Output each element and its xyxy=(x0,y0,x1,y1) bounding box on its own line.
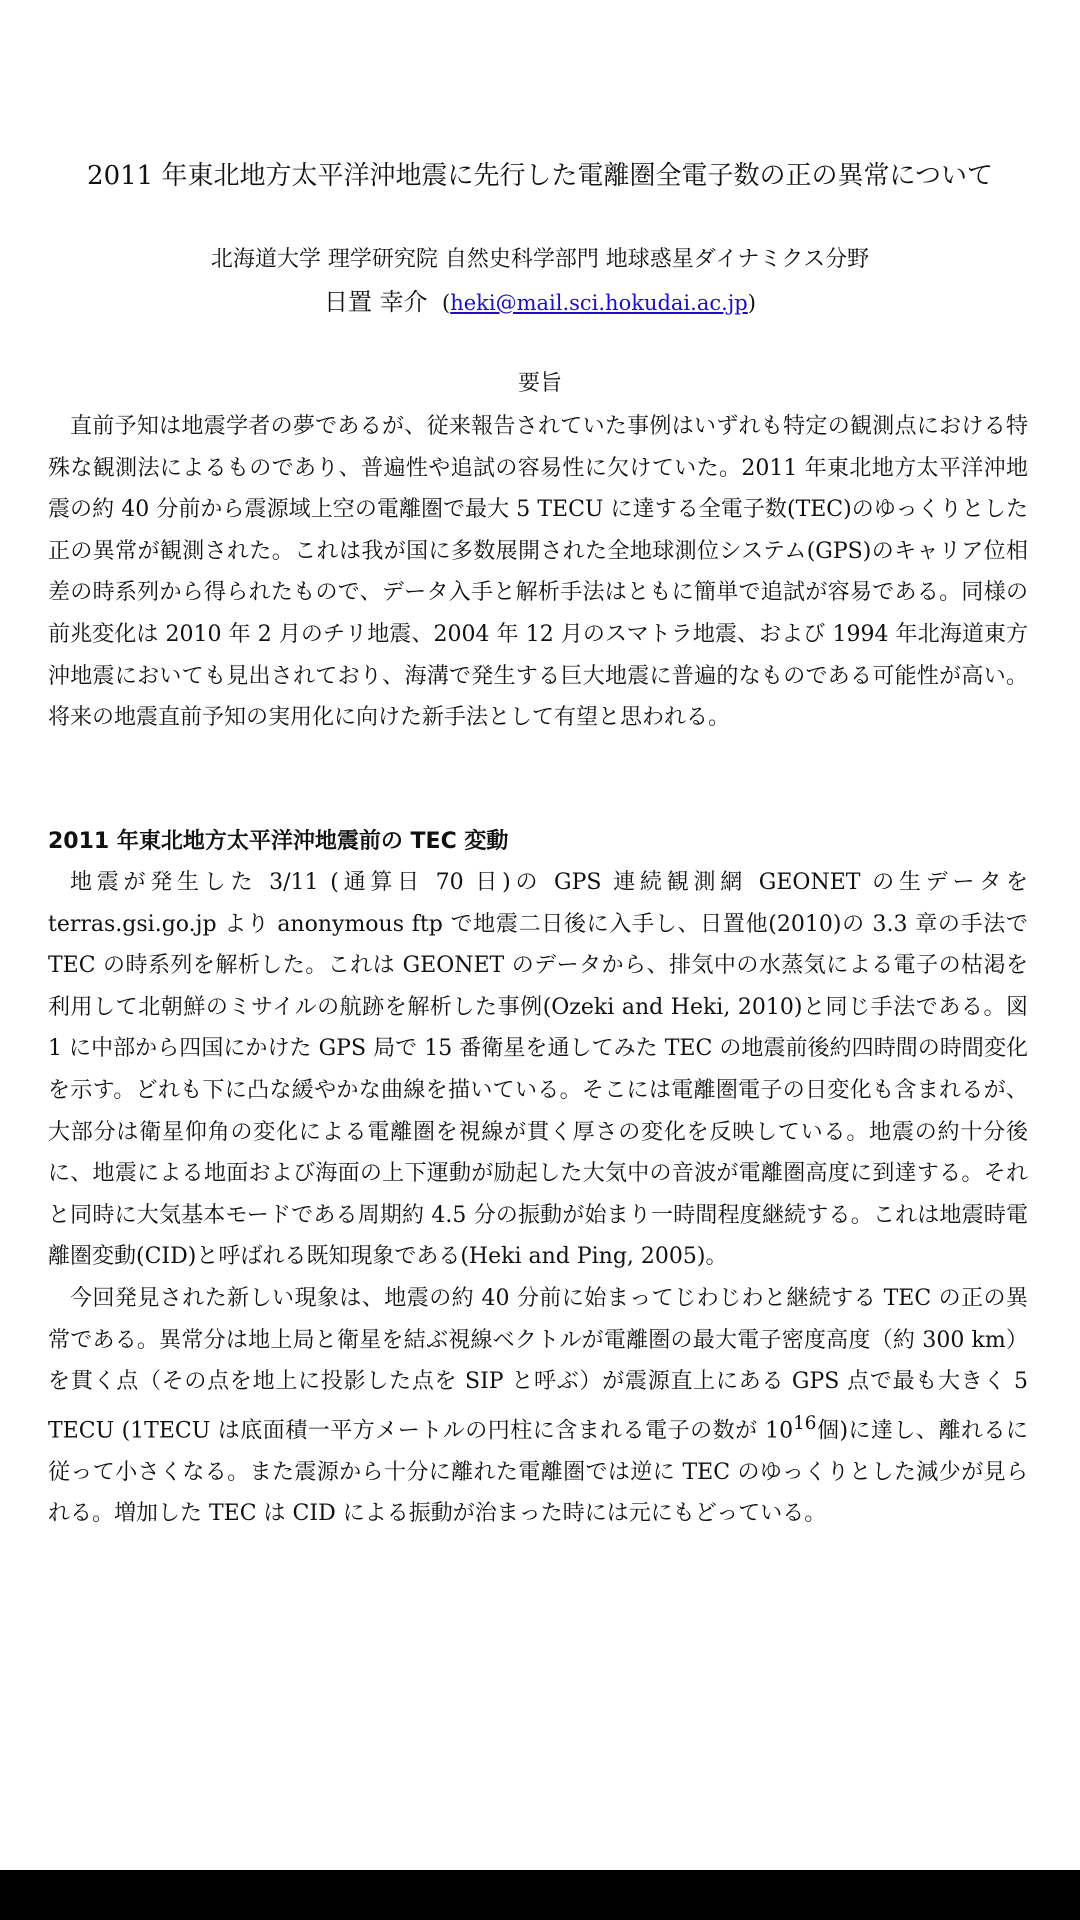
author-name: 日置 幸介 xyxy=(324,288,428,316)
paragraph-2-text-before-superscript: 今回発見された新しい現象は、地震の約 40 分前に始まってじわじわと継続する TEC の正の異常である。異常分は地上局と衛星を結ぶ視線ベクトルが電離圏の最大電子密度高度（約 300 km）を貫く点（その点を地上に投影した点を SIP と呼ぶ）が震源直上にある GPS 点で最も大きく 5 TECU (1TECU は底面積一平方メートルの円柱に含まれる電子の数が 10 xyxy=(48,1286,1028,1444)
section-heading: 2011 年東北地方太平洋沖地震前の TEC 変動 xyxy=(48,829,509,854)
exponent-superscript: 16 xyxy=(793,1412,817,1434)
author-email-link[interactable]: heki@mail.sci.hokudai.ac.jp xyxy=(450,291,748,315)
bottom-black-bar xyxy=(0,1870,1080,1920)
body-paragraph-1: 地震が発生した 3/11 (通算日 70 日)の GPS 連続観測網 GEONET の生データを terras.gsi.go.jp より anonymous ftp で地震二日後に入手し、日置他(2010)の 3.3 章の手法で TEC の時系列を解析した。これは GEONET のデータから、排気中の水蒸気による電子の枯渇を利用して北朝鮮のミサイルの航跡を解析した事例(Ozeki and Heki, 2010)と同じ手法である。図 1 に中部から四国にかけた GPS 局で 15 番衛星を通してみた TEC の地震前後約四時間の時間変化を示す。どれも下に凸な緩やかな曲線を描いている。そこには電離圏電子の日変化も含まれるが、大部分は衛星仰角の変化による電離圏を視線が貫く厚さの変化を反映している。地震の約十分後に、地震による地面および海面の上下運動が励起した大気中の音波が電離圏高度に到達する。それと同時に大気基本モードである周期約 4.5 分の振動が始まり一時間程度継続する。これは地震時電離圏変動(CID)と呼ばれる既知現象である(Heki and Ping, 2005)。 xyxy=(48,870,1028,1270)
author-affiliation: 北海道大学 理学研究院 自然史科学部門 地球惑星ダイナミクス分野 xyxy=(210,247,870,272)
author-line xyxy=(48,282,1032,323)
abstract-body: 直前予知は地震学者の夢であるが、従来報告されていた事例はいずれも特定の観測点における特殊な観測法によるものであり、普遍性や追試の容易性に欠けていた。2011 年東北地方太平洋沖地震の約 40 分前から震源域上空の電離圏で最大 5 TECU に達する全電子数(TEC)のゆっくりとした正の異常が観測された。これは我が国に多数展開された全地球測位システム(GPS)のキャリア位相差の時系列から得られたもので、データ入手と解析手法はともに簡単で追試が容易である。同様の前兆変化は 2010 年 2 月のチリ地震、2004 年 12 月のスマトラ地震、および 1994 年北海道東方沖地震においても見出されており、海溝で発生する巨大地震に普遍的なものである可能性が高い。将来の地震直前予知の実用化に向けた新手法として有望と思われる。 xyxy=(48,414,1028,731)
body-paragraph-2 xyxy=(48,1278,1028,1535)
paragraph-2-text-after-superscript: 個)に達し、離れるに従って小さくなる。また震源から十分に離れた電離圏では逆に TEC のゆっくりとした減少が見られる。増加した TEC は CID による振動が治まった時には元にもどっている。 xyxy=(48,1418,1028,1527)
abstract-heading: 要旨 xyxy=(517,371,562,396)
paper-title: 2011 年東北地方太平洋沖地震に先行した電離圏全電子数の正の異常について xyxy=(87,161,993,191)
author-email-wrapper: (heki@mail.sci.hokudai.ac.jp) xyxy=(435,291,756,315)
